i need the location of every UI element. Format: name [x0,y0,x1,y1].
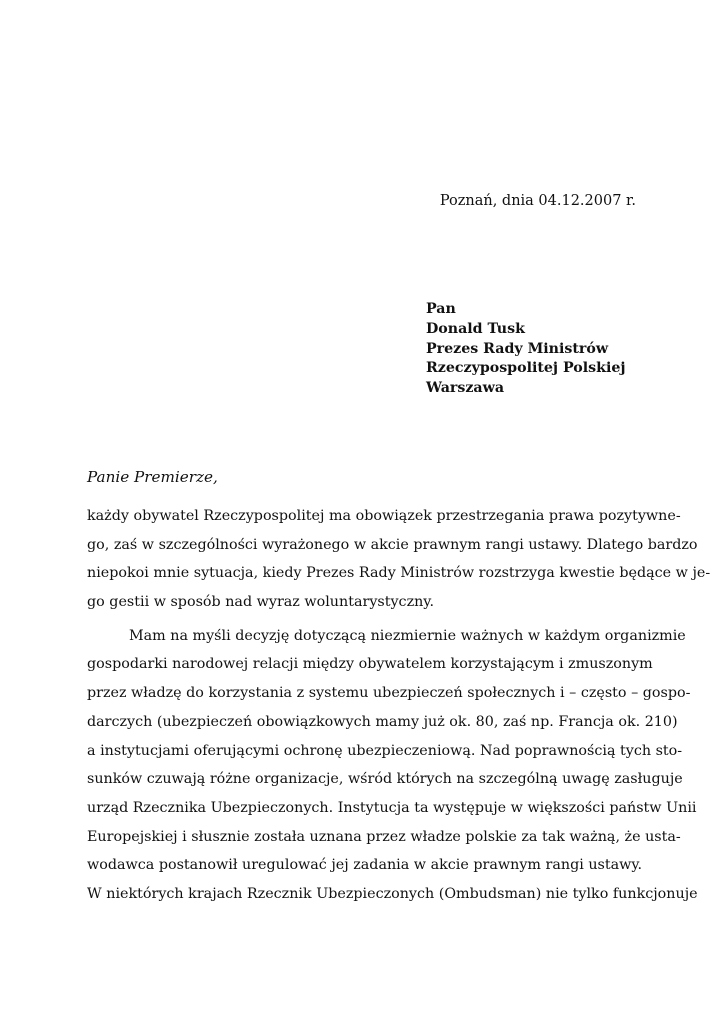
text-line: go, zaś w szczególności wyrażonego w akcie prawnym rangi ustawy. Dlatego bardzo [87,536,698,553]
text-line: Mam na myśli decyzję dotyczącą niezmiernie ważnych w każdym organizmie [129,627,686,644]
recipient-line-name: Donald Tusk [426,320,525,337]
text-line: go gestii w sposób nad wyraz woluntarystyczny. [87,594,435,611]
recipient-address [426,300,626,399]
recipient-line-city: Warszawa [426,380,505,397]
salutation: Panie Premierze, [87,468,218,486]
text-line: W niektórych krajach Rzecznik Ubezpieczonych (Ombudsman) nie tylko funkcjonuje [87,885,698,902]
text-line: darczych (ubezpieczeń obowiązkowych mamy już ok. 80, zaś np. Francja ok. 210) [87,713,678,730]
text-line: wodawca postanowił uregulować jej zadania w akcie prawnym rangi ustawy. [87,857,643,874]
text-line: a instytucjami oferującymi ochronę ubezpieczeniową. Nad poprawnością tych sto- [87,742,683,759]
letter-body [87,502,711,909]
recipient-line-position: Prezes Rady Ministrów [426,340,609,357]
text-line: niepokoi mnie sytuacja, kiedy Prezes Rady Ministrów rozstrzyga kwestie będące w je- [87,565,711,582]
text-line: przez władzę do korzystania z systemu ubezpieczeń społecznych i – często – gospo- [87,685,691,702]
recipient-line-country: Rzeczypospolitej Polskiej [426,360,626,377]
text-line: urząd Rzecznika Ubezpieczonych. Instytucja ta występuje w większości państw Unii [87,799,697,816]
text-line: Europejskiej i słusznie została uznana przez władze polskie za tak ważną, że usta- [87,828,681,845]
text-line: sunków czuwają różne organizacje, wśród których na szczególną uwagę zasługuje [87,771,683,788]
paragraph-1 [87,502,711,617]
paragraph-2 [87,622,698,909]
text-line: gospodarki narodowej relacji między obywatelem korzystającym i zmuszonym [87,656,653,673]
letter-date: Poznań, dnia 04.12.2007 r. [439,193,636,209]
recipient-line-title: Pan [426,301,456,317]
text-line: każdy obywatel Rzeczypospolitej ma obowiązek przestrzegania prawa pozytywne- [87,508,681,524]
